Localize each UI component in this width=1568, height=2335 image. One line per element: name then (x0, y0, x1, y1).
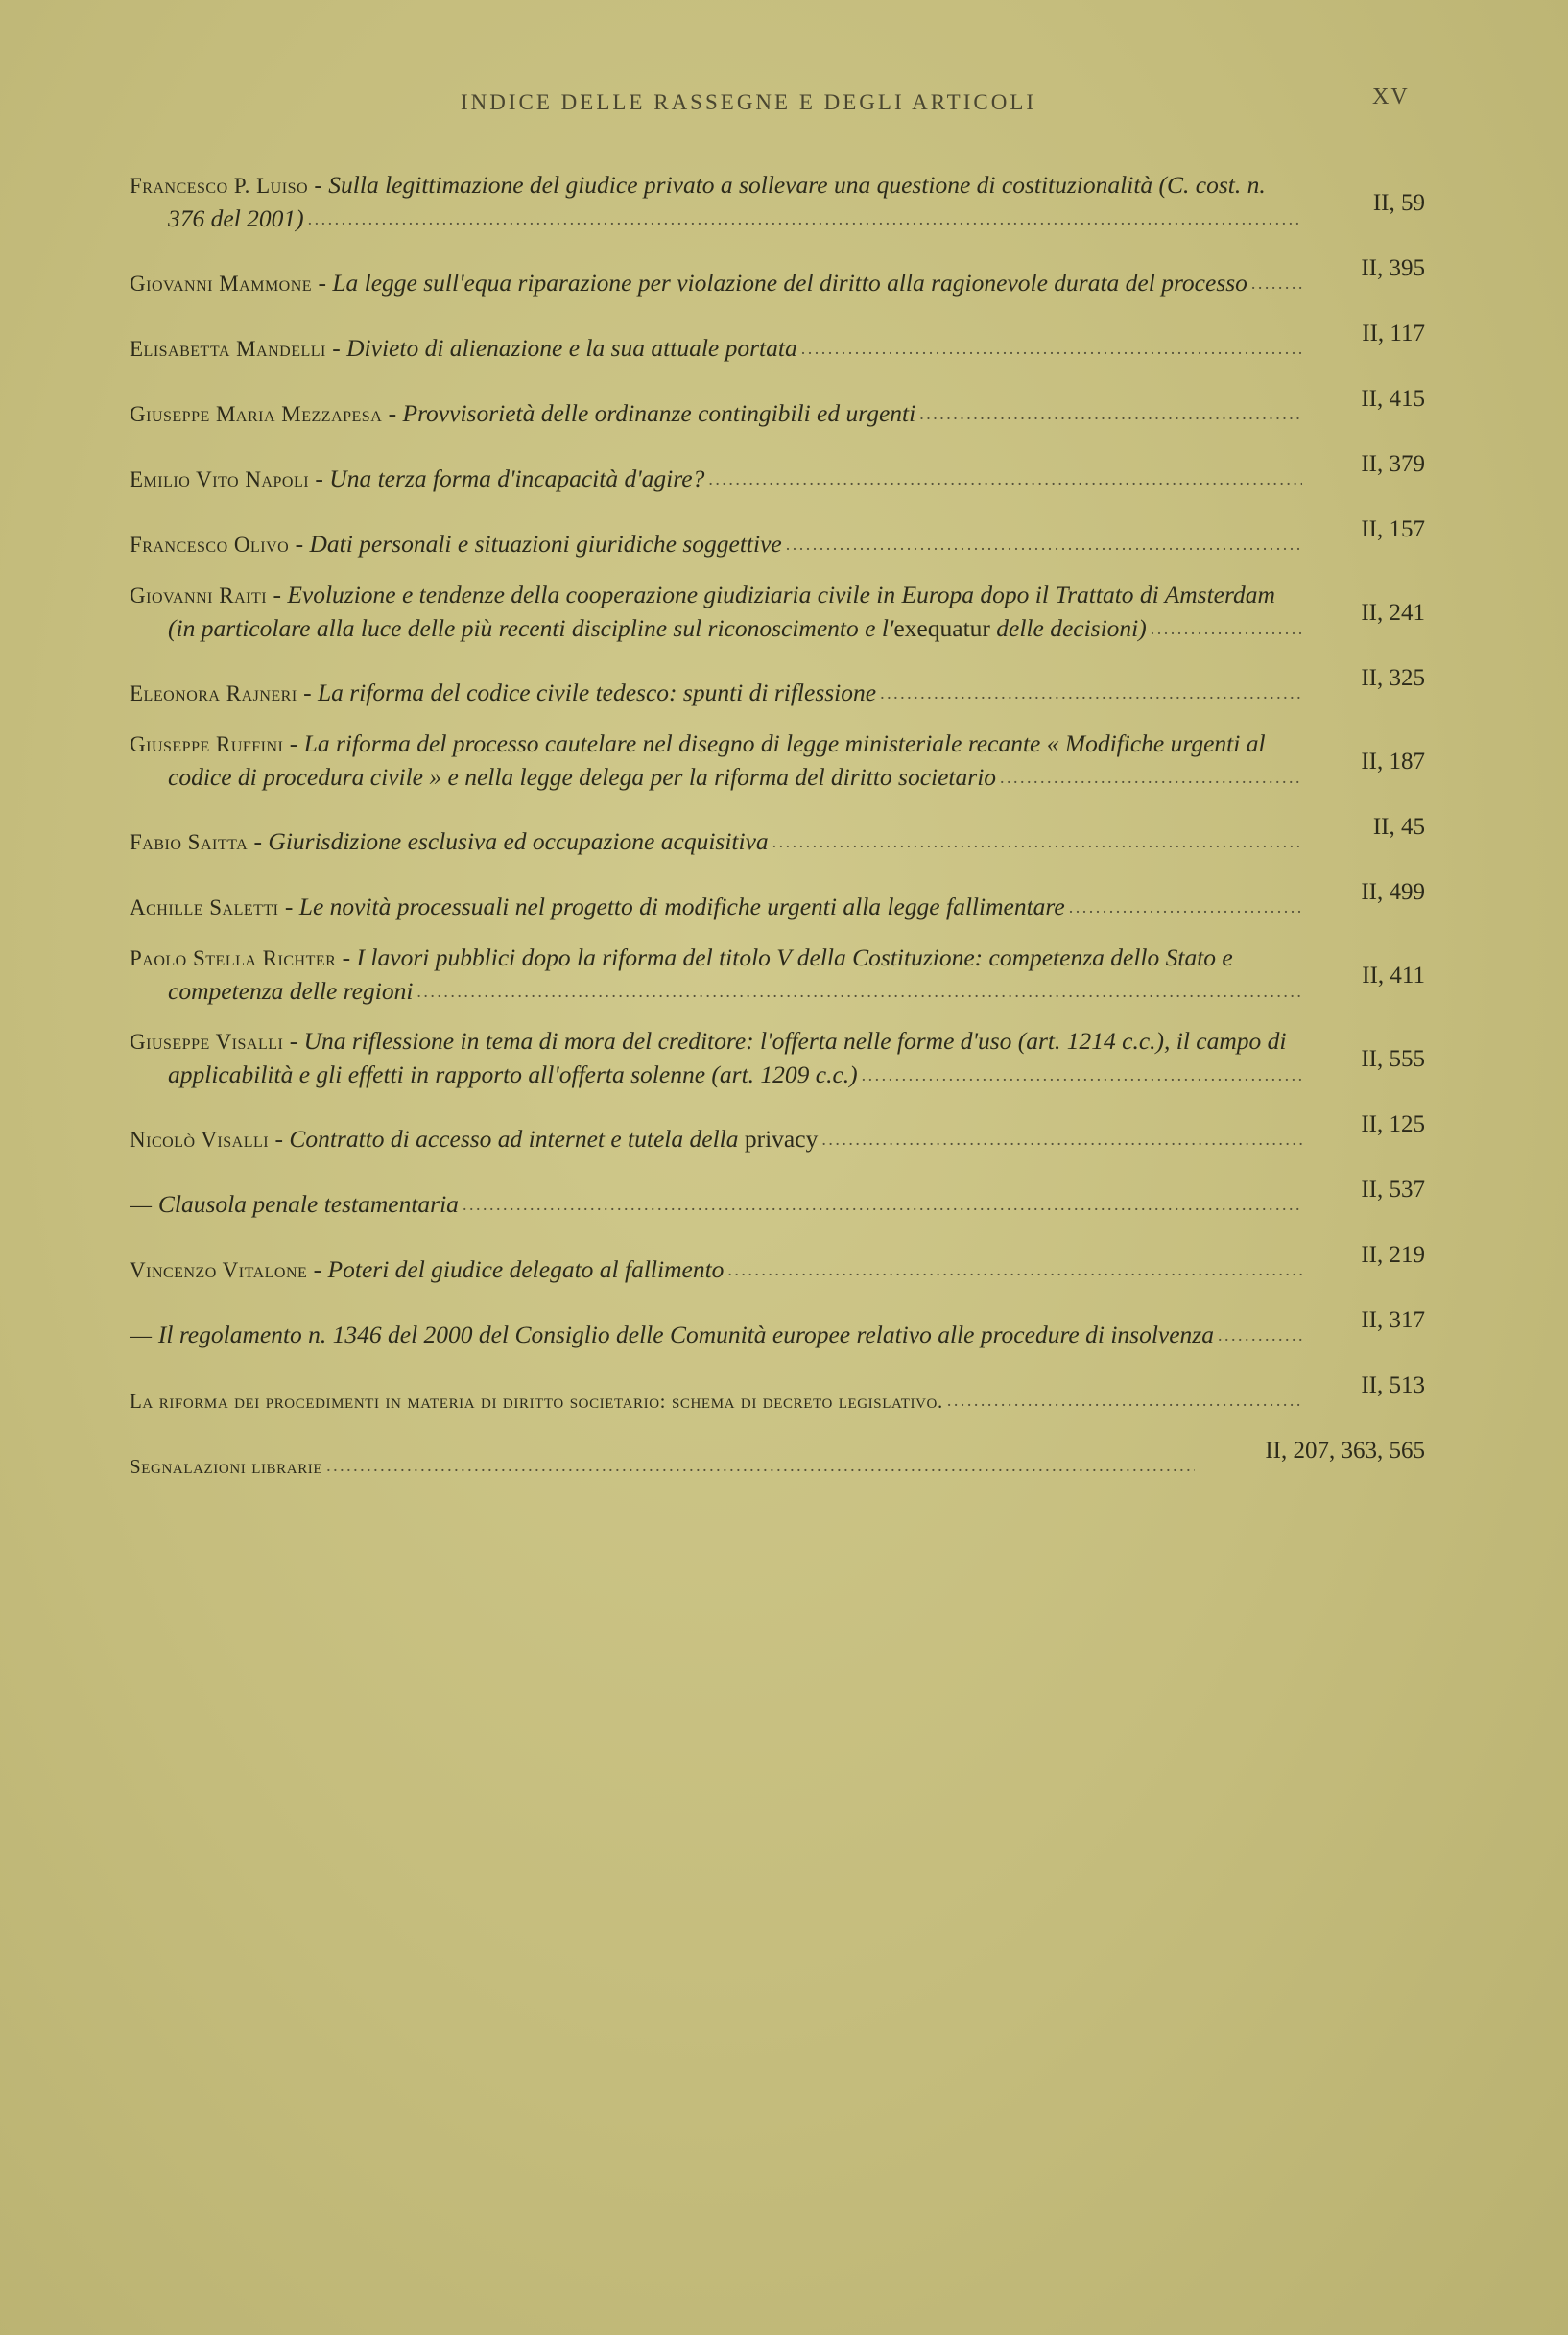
entry-author: Giuseppe Visalli (130, 1030, 284, 1054)
toc-entry-text (130, 891, 1302, 924)
entry-author: Fabio Saitta (130, 830, 249, 854)
entry-author: Achille Saletti (130, 895, 279, 919)
entry-separator: - (269, 1125, 290, 1153)
toc-entry (130, 579, 1425, 645)
toc-entry (130, 1025, 1425, 1091)
entry-title: Contratto di accesso ad internet e tutela della (289, 1125, 745, 1153)
entry-page-ref: II, 513 (1361, 1372, 1425, 1398)
entry-author: Giovanni Raiti (130, 584, 268, 608)
entry-page-ref: II, 415 (1361, 386, 1425, 412)
entry-separator: - (382, 399, 403, 427)
toc-entry (130, 252, 1425, 300)
entry-title: Una terza forma d'incapacità d'agire? (329, 465, 705, 492)
entry-separator: - (336, 943, 357, 971)
toc-entry (130, 941, 1425, 1008)
entry-separator: - (307, 1255, 328, 1283)
toc-entry (130, 662, 1425, 710)
toc-entry (130, 1108, 1425, 1156)
entry-page-ref: II, 45 (1372, 814, 1425, 840)
entry-page-ref: II, 411 (1362, 963, 1425, 989)
toc-entry-text (130, 677, 1302, 710)
toc-entry-text (130, 825, 1302, 859)
entry-separator: - (283, 1027, 304, 1055)
entry-page-ref: II, 555 (1361, 1046, 1425, 1072)
entry-title-term: exequatur (893, 614, 990, 642)
entry-title: Divieto di alienazione e la sua attuale portata (346, 334, 797, 362)
toc-entry (130, 318, 1425, 366)
entry-page-ref: II, 117 (1362, 321, 1425, 346)
toc-entry-text (130, 1449, 1195, 1483)
entry-page-ref: II, 187 (1361, 749, 1425, 774)
toc-entry (130, 1304, 1425, 1352)
toc-entry-text (130, 463, 1302, 496)
toc-entry-text (130, 1384, 1302, 1418)
entry-author: Francesco P. Luiso (130, 174, 309, 198)
entry-author: Paolo Stella Richter (130, 946, 337, 970)
entry-separator: - (309, 465, 330, 492)
toc-entry-text (130, 332, 1302, 366)
entry-page-ref: II, 219 (1361, 1242, 1425, 1268)
entry-author: Francesco Olivo (130, 533, 290, 557)
entry-author: Elisabetta Mandelli (130, 337, 326, 361)
toc-entry-text (130, 1123, 1302, 1156)
entry-author: Eleonora Rajneri (130, 681, 297, 705)
page-number: XV (1372, 84, 1410, 109)
entry-title: Una riflessione in tema di mora del creditore: l'offerta nelle forme d'uso (art. 1214 c.c.), il campo di applicabilità e gli effetti in rapporto all'offerta solenne (art. 1209 c.c.) (168, 1027, 1287, 1088)
entry-title: Le novità processuali nel progetto di modifiche urgenti alla legge fallimentare (298, 893, 1065, 920)
entry-author: Emilio Vito Napoli (130, 467, 310, 491)
entry-separator: - (248, 827, 269, 855)
entry-page-ref: II, 317 (1361, 1307, 1425, 1333)
entry-separator: - (267, 581, 288, 608)
entry-title-end: delle decisioni) (989, 614, 1147, 642)
toc-entry-text (130, 1253, 1302, 1287)
entry-title: Sulla legittimazione del giudice privato a sollevare una questione di costituzionalità (C. cost. n. 376 del 2001) (168, 171, 1266, 232)
toc-entry-text (130, 1025, 1302, 1091)
entry-title-term: privacy (744, 1125, 819, 1153)
toc-entry (130, 1239, 1425, 1287)
entry-page-ref: II, 537 (1361, 1177, 1425, 1203)
entry-separator: - (297, 679, 318, 706)
toc-entry (130, 448, 1425, 496)
toc-entry (130, 876, 1425, 924)
entry-page-ref: II, 207, 363, 565 (1265, 1438, 1425, 1464)
entry-title: Provvisorietà delle ordinanze contingibili ed urgenti (402, 399, 916, 427)
entry-title: I lavori pubblici dopo la riforma del titolo V della Costituzione: competenza dello Stato e competenza delle regioni (168, 943, 1233, 1005)
running-head: INDICE DELLE RASSEGNE E DEGLI ARTICOLI (461, 90, 1037, 114)
toc-entry-text (130, 397, 1302, 431)
entry-separator: - (283, 729, 304, 757)
entry-title: Clausola penale testamentaria (157, 1190, 459, 1218)
entry-title: La legge sull'equa riparazione per violazione del diritto alla ragionevole durata del processo (332, 269, 1247, 297)
entry-separator: - (289, 530, 310, 558)
entry-title: Dati personali e situazioni giuridiche soggettive (309, 530, 782, 558)
entry-author: Giovanni Mammone (130, 272, 313, 296)
toc-entry-text (130, 169, 1302, 235)
entry-page-ref: II, 379 (1361, 451, 1425, 477)
entry-title: La riforma del codice civile tedesco: spunti di riflessione (317, 679, 877, 706)
toc-entry (130, 513, 1425, 561)
toc-entry-misc (130, 1370, 1425, 1418)
toc-entry-text (130, 727, 1302, 794)
table-of-contents (130, 169, 1425, 1500)
entry-label: La riforma dei procedimenti in materia di diritto societario: schema di decreto legislativo. (130, 1390, 943, 1413)
entry-label: Segnalazioni librarie (130, 1455, 323, 1478)
entry-title: La riforma del processo cautelare nel disegno di legge ministeriale recante « Modifiche urgenti al codice di procedura civile » e nella legge delega per la riforma del diritto societario (168, 729, 1266, 791)
entry-separator: - (308, 171, 329, 199)
entry-page-ref: II, 241 (1361, 600, 1425, 626)
entry-author: Giuseppe Ruffini (130, 732, 284, 756)
entry-page-ref: II, 499 (1361, 879, 1425, 905)
toc-entry-misc (130, 1435, 1425, 1483)
entry-separator: - (312, 269, 333, 297)
toc-entry (130, 727, 1425, 794)
toc-entry (130, 169, 1425, 235)
entry-author: Vincenzo Vitalone (130, 1258, 308, 1282)
entry-page-ref: II, 395 (1361, 255, 1425, 281)
toc-entry-text (130, 941, 1302, 1008)
entry-author: — (130, 1323, 153, 1347)
entry-author: — (130, 1193, 153, 1217)
toc-entry-text (130, 528, 1302, 561)
toc-entry-text (130, 1188, 1302, 1222)
toc-entry (130, 811, 1425, 859)
entry-title: Poteri del giudice delegato al fallimento (327, 1255, 725, 1283)
entry-author: Nicolò Visalli (130, 1128, 270, 1152)
toc-entry (130, 1174, 1425, 1222)
entry-page-ref: II, 125 (1361, 1111, 1425, 1137)
entry-page-ref: II, 157 (1361, 516, 1425, 542)
toc-entry-text (130, 579, 1302, 645)
entry-title: Il regolamento n. 1346 del 2000 del Consiglio delle Comunità europee relativo alle procedure di insolvenza (157, 1321, 1214, 1348)
entry-page-ref: II, 325 (1361, 665, 1425, 691)
entry-separator: - (278, 893, 299, 920)
entry-separator: - (325, 334, 347, 362)
entry-title: Giurisdizione esclusiva ed occupazione acquisitiva (268, 827, 769, 855)
entry-author: Giuseppe Maria Mezzapesa (130, 402, 383, 426)
toc-entry (130, 383, 1425, 431)
toc-entry-text (130, 1319, 1302, 1352)
toc-entry-text (130, 267, 1302, 300)
entry-page-ref: II, 59 (1372, 190, 1425, 216)
entry-title: Evoluzione e tendenze della cooperazione giudiziaria civile in Europa dopo il Trattato di Amsterdam (in particolare alla luce delle più recenti discipline sul riconoscimento e l' (168, 581, 1275, 642)
